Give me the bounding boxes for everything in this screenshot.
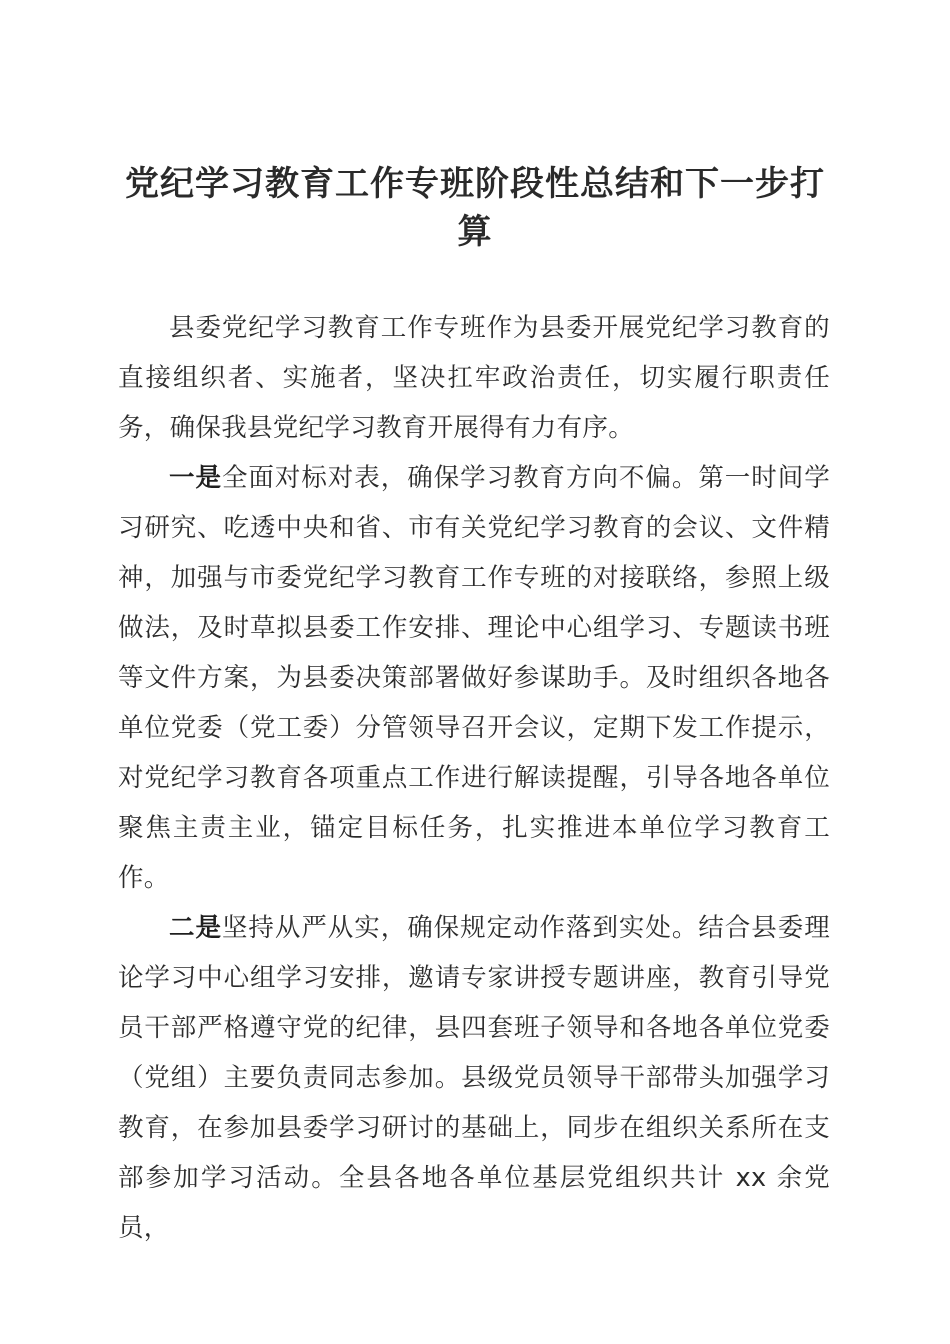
section-paragraph-1 xyxy=(118,453,830,903)
section-lead-2: 二是 xyxy=(169,913,222,943)
section-text-2: 坚持从严从实，确保规定动作落到实处。结合县委理论学习中心组学习安排，邀请专家讲授专题讲座，教育引导党员干部严格遵守党的纪律，县四套班子领导和各地各单位党委（党组）主要负责同志参加。县级党员领导干部带头加强学习教育，在参加县委学习研讨的基础上，同步在组织关系所在支部参加学习活动。全县各地各单位基层党组织共计 xx 余党员， xyxy=(118,913,830,1243)
intro-paragraph: 县委党纪学习教育工作专班作为县委开展党纪学习教育的直接组织者、实施者，坚决扛牢政治责任，切实履行职责任务，确保我县党纪学习教育开展得有力有序。 xyxy=(118,313,830,443)
document-title: 党纪学习教育工作专班阶段性总结和下一步打算 xyxy=(125,164,825,252)
section-text-1: 全面对标对表，确保学习教育方向不偏。第一时间学习研究、吃透中央和省、市有关党纪学习教育的会议、文件精神，加强与市委党纪学习教育工作专班的对接联络，参照上级做法，及时草拟县委工作安排、理论中心组学习、专题读书班等文件方案，为县委决策部署做好参谋助手。及时组织各地各单位党委（党工委）分管领导召开会议，定期下发工作提示，对党纪学习教育各项重点工作进行解读提醒，引导各地各单位聚焦主责主业，锚定目标任务，扎实推进本单位学习教育工作。 xyxy=(118,463,830,893)
section-lead-1: 一是 xyxy=(169,463,222,493)
document-body xyxy=(118,303,830,1253)
section-paragraph-2 xyxy=(118,903,830,1253)
